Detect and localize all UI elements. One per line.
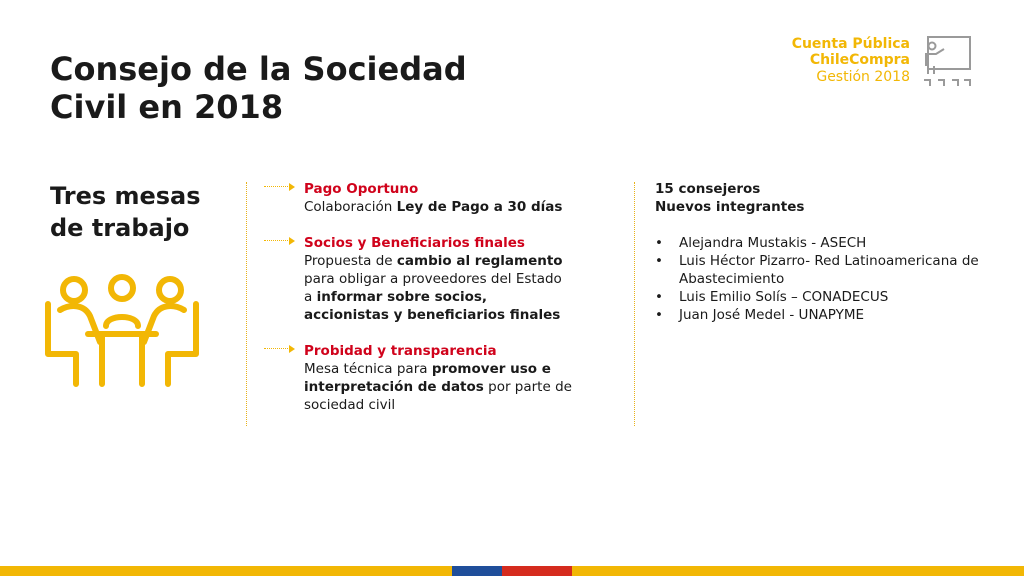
member-name: Alejandra Mustakis - ASECH xyxy=(679,235,867,251)
arrow-icon xyxy=(264,345,296,353)
subtitle-line1: Tres mesas xyxy=(50,182,201,210)
arrow-icon xyxy=(264,183,296,191)
logo-line3: Gestión 2018 xyxy=(816,69,910,85)
topic-body-text: por parte de sociedad civil xyxy=(304,379,572,413)
topic-body-bold: informar sobre socios, accionistas y beneficiarios finales xyxy=(304,289,561,323)
topics-list xyxy=(304,180,572,432)
topic-body-text: Colaboración xyxy=(304,199,397,215)
topic-body-text: para obligar a proveedores del Estado a xyxy=(304,271,562,305)
topic-body-bold: Ley de Pago a 30 días xyxy=(396,199,563,215)
topic-body-bold: cambio al reglamento xyxy=(396,253,563,269)
slide-title-line1: Consejo de la Sociedad xyxy=(50,50,467,88)
cuenta-publica-logo xyxy=(778,36,978,96)
bullet-icon: • xyxy=(655,253,663,269)
footer-flag-red xyxy=(502,566,572,576)
topic-body-text: Propuesta de xyxy=(304,253,397,269)
member-item xyxy=(655,306,985,324)
topic-body xyxy=(304,253,563,323)
divider-left xyxy=(246,182,247,426)
member-name: Luis Emilio Solís – CONADECUS xyxy=(679,289,889,305)
bullet-icon: • xyxy=(655,235,663,251)
logo-text xyxy=(778,36,910,86)
member-item xyxy=(655,234,985,252)
topic-body-bold: promover uso e interpretación de datos xyxy=(304,361,551,395)
logo-line1: Cuenta Pública xyxy=(791,36,910,52)
section-subtitle xyxy=(50,180,230,244)
member-item xyxy=(655,252,985,288)
member-name: Juan José Medel - UNAPYME xyxy=(679,307,865,323)
subtitle-line2: de trabajo xyxy=(50,214,190,242)
presenter-icon xyxy=(918,36,972,88)
members-list xyxy=(655,234,985,324)
topic-title: Pago Oportuno xyxy=(304,181,419,197)
council-heading: Nuevos integrantes xyxy=(655,199,805,215)
topic-item xyxy=(304,180,572,216)
meeting-table-icon xyxy=(44,272,200,388)
topic-body xyxy=(304,361,572,413)
member-name: Luis Héctor Pizarro- Red Latinoamericana de Abastecimiento xyxy=(679,253,979,287)
member-item xyxy=(655,288,985,306)
topic-item xyxy=(304,342,572,414)
bullet-icon: • xyxy=(655,289,663,305)
footer-flag-blue xyxy=(452,566,502,576)
topic-title: Probidad y transparencia xyxy=(304,343,497,359)
divider-right xyxy=(634,182,635,426)
slide-title-line2: Civil en 2018 xyxy=(50,88,284,126)
topic-title: Socios y Beneficiarios finales xyxy=(304,235,525,251)
arrow-icon xyxy=(264,237,296,245)
bullet-icon: • xyxy=(655,307,663,323)
council-panel xyxy=(655,180,985,324)
topic-item xyxy=(304,234,572,324)
logo-line2: ChileCompra xyxy=(809,52,910,68)
council-count: 15 consejeros xyxy=(655,181,761,197)
topic-body xyxy=(304,199,562,215)
topic-body-text: Mesa técnica para xyxy=(304,361,432,377)
slide-title xyxy=(50,50,570,126)
